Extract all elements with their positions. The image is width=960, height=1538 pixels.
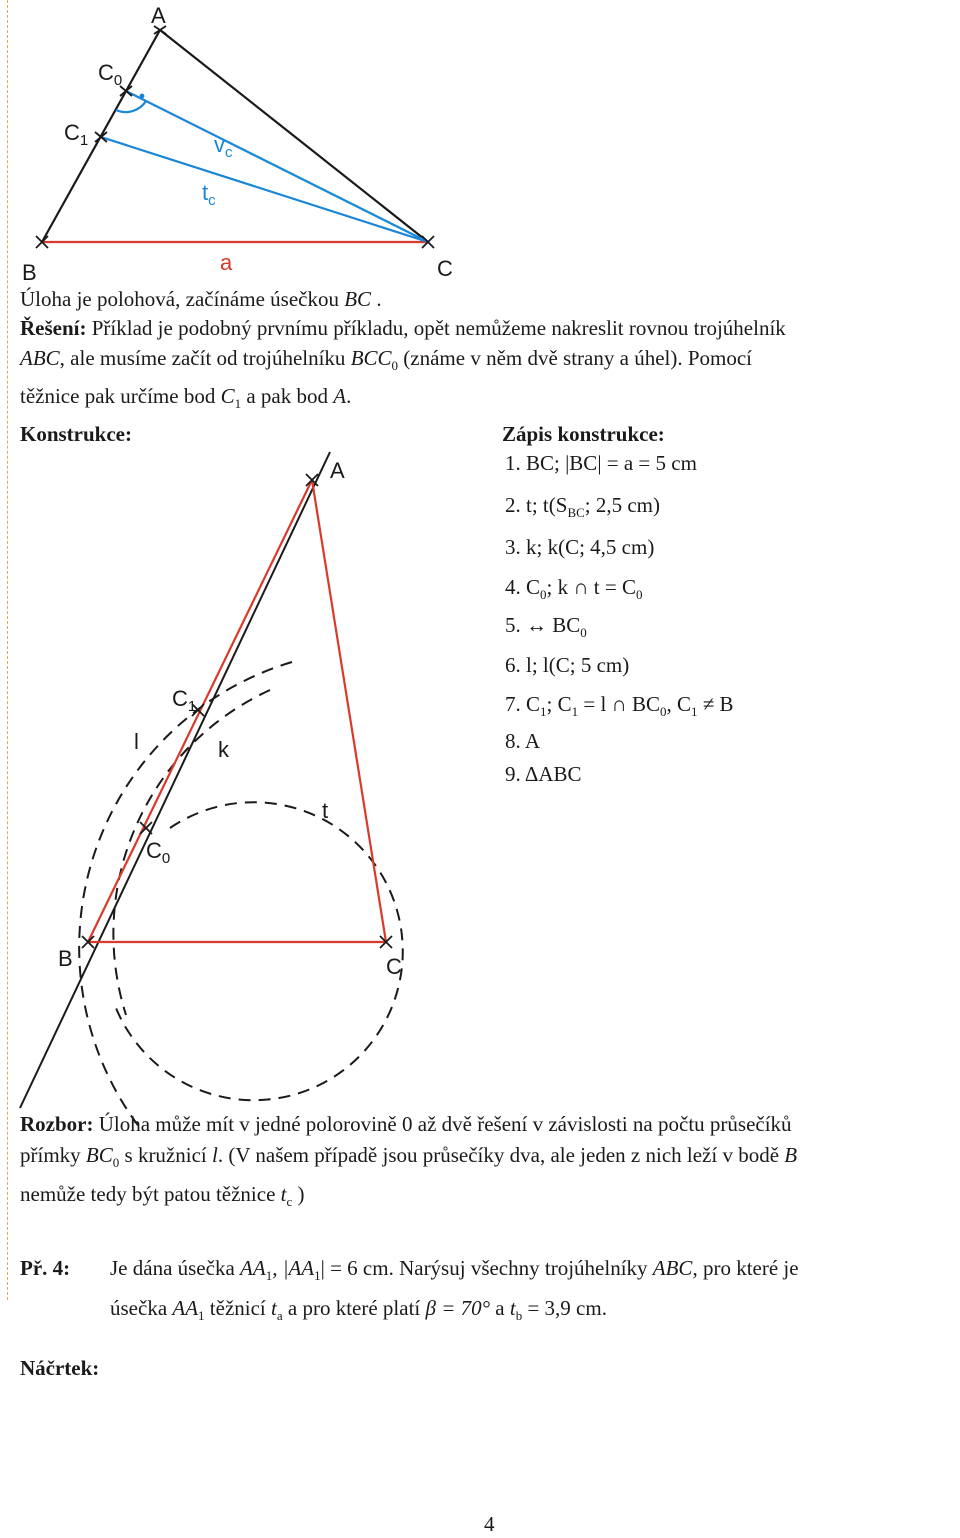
step-5: 5. ↔ $BC_0$ [505,613,587,641]
point-C0-label: $C_0$ [98,60,123,89]
step-1: 1. BC; |BC| = a = 5 cm [505,451,697,475]
step-7: 7. $C_1$; $C_1 = l$ ∩ $BC_0$, $C_1 \ne B$ [505,692,734,720]
rozbor-line-2: přímky $BC_0$ s kružnicí l. (V našem případě jsou průsečíky dva, ale jeden z nich leží v bodě B [20,1143,798,1171]
vertex-C-label: C [437,256,453,281]
vertex-A-label: A [151,3,166,28]
fig2-C0-label: $C_0$ [146,838,171,867]
priklad-line-1: Je dána úsečka $AA_1$, $|AA_1| = 6$ cm. Narýsuj všechny trojúhelníky ABC, pro které je [110,1256,799,1284]
nacrtek-heading: Náčrtek: [20,1356,100,1380]
intro-line-1: Úloha je polohová, začínáme úsečkou BC . [20,287,382,311]
point-C1-label: $C_1$ [64,120,89,149]
step-9: 9. ΔABC [505,762,582,786]
line-BC0 [20,452,330,1108]
intro-line-2: Řešení: Příklad je podobný prvnímu příkladu, opět nemůžeme nakreslit rovnou trojúhelník [20,316,786,340]
intro-line-4: těžnice pak určíme bod $C_1$ a pak bod A. [20,384,352,412]
step-4: 4. $C_0$; k ∩ $t = C_0$ [505,575,643,603]
circle-l-label: l [134,729,139,754]
page-number: 4 [484,1512,495,1536]
zapis-heading: Zápis konstrukce: [502,422,665,446]
rozbor-line-1: Rozbor: Úloha může mít v jedné polorovině 0 až dvě řešení v závislosti na počtu průsečíků [20,1112,792,1136]
fig2-A-label: A [330,458,345,483]
side-a-label: a [220,250,233,275]
fig2-B-label: B [58,946,73,971]
step-2: 2. t; $t(S_{BC}$; 2,5 cm) [505,493,661,521]
konstrukce-heading: Konstrukce: [20,422,132,446]
step-8: 8. A [505,729,541,753]
vertex-B-label: B [22,260,37,285]
circle-t-label: t [322,798,329,823]
fig2-C-label: C [386,954,402,979]
rozbor-line-3: nemůže tedy být patou těžnice $t_c$ ) [20,1182,305,1210]
rozbor-label: Rozbor: [20,1112,94,1136]
tc-label: $t_c$ [202,180,216,209]
priklad-line-2: úsečka $AA_1$ těžnicí $t_a$ a pro které platí β = 70° a $t_b = 3,9$ cm. [110,1296,607,1324]
circle-k-label: k [218,737,229,762]
vc-label: $v_c$ [214,132,233,161]
fig2-C1-label: $C_1$ [172,686,197,715]
reseni-label: Řešení: [20,316,87,340]
step-6: 6. l; l(C; 5 cm) [505,653,630,677]
side-AC [312,480,386,942]
step-3: 3. k; k(C; 4,5 cm) [505,535,655,559]
priklad-label: Př. 4: [20,1256,71,1280]
intro-line-3: ABC, ale musíme začít od trojúhelníku $BCC_0$ (známe v něm dvě strany a úhel). Pomocí [20,346,753,374]
